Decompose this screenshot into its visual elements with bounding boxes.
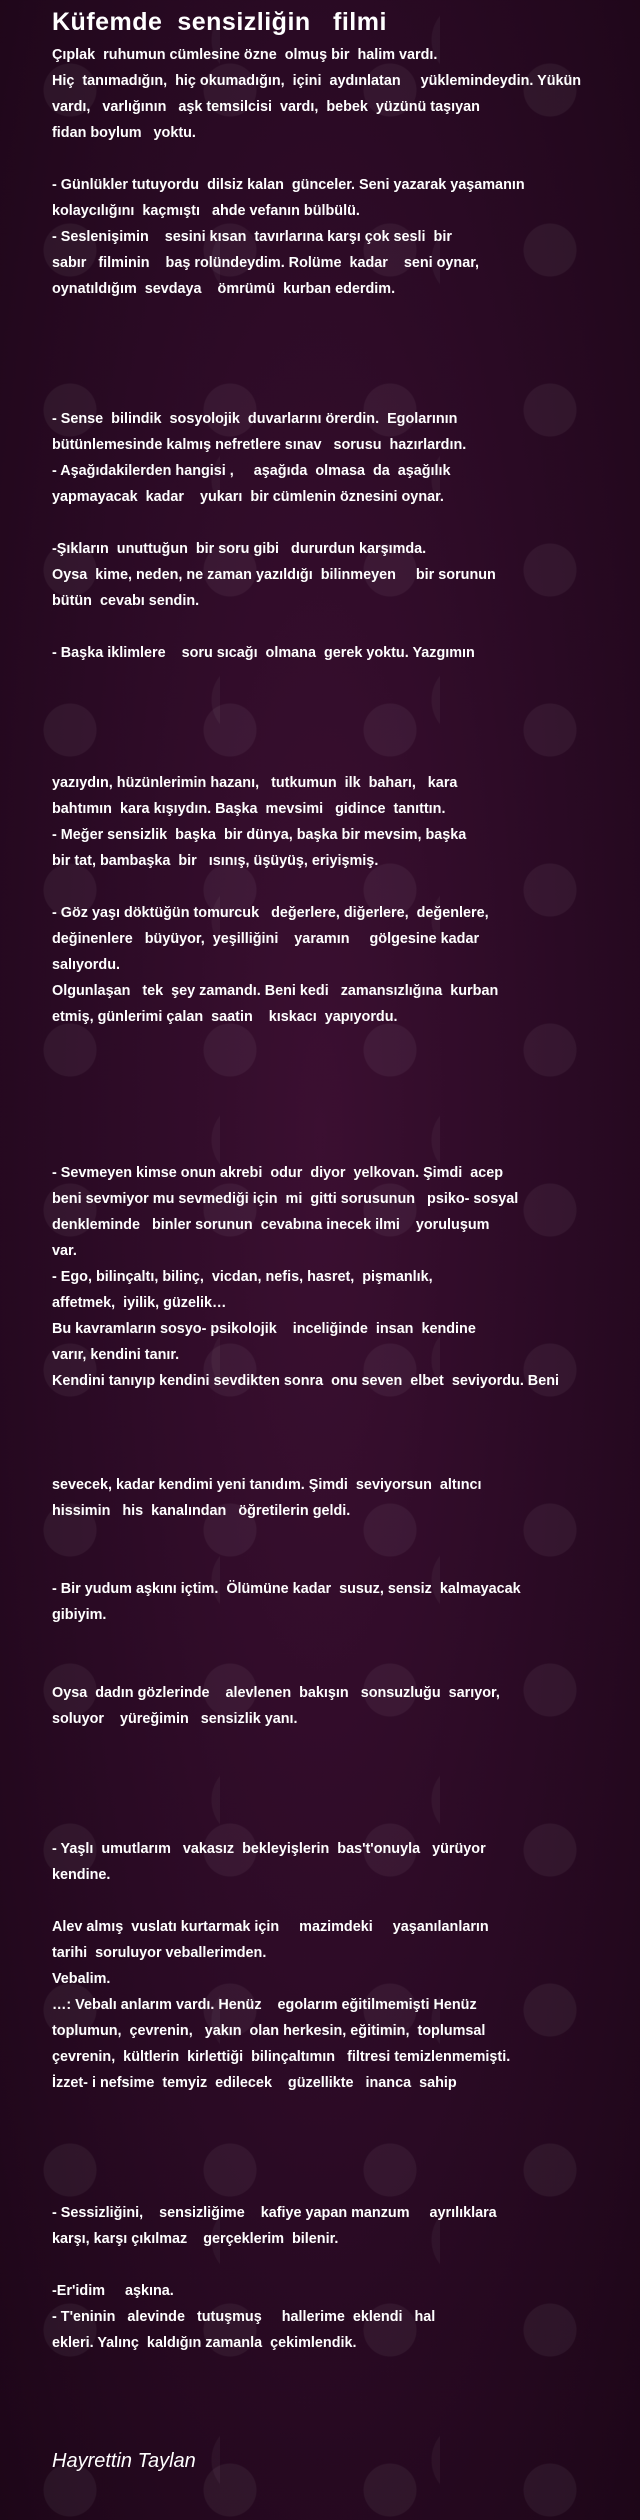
blank-line — [52, 302, 640, 328]
poem-line: sabır filminin baş rolündeydim. Rolüme kadar seni oynar, — [52, 255, 480, 271]
blank-line — [52, 1030, 640, 1056]
blank-line — [52, 744, 640, 770]
poem-line: Kendini tanıyıp kendini sevdikten sonra onu seven elbet seviyordu. Beni — [52, 1373, 559, 1389]
blank-line — [52, 1524, 640, 1550]
blank-line — [52, 1394, 640, 1420]
blank-line — [52, 1758, 640, 1784]
poem-line: Oysa kime, neden, ne zaman yazıldığı bilinmeyen bir sorunun — [52, 567, 496, 583]
poem-line: bir tat, bambaşka bir ısınış, üşüyüş, eriyişmiş. — [52, 853, 379, 869]
poem-line: tarihi soruluyor veballerimden. — [52, 1945, 267, 1961]
poem-line: çevrenin, kültlerin kirlettiği bilinçaltımın filtresi temizlenmemişti. — [52, 2049, 511, 2065]
blank-line — [52, 614, 640, 640]
blank-line — [52, 146, 640, 172]
poem-line: vardı, varlığının aşk temsilcisi vardı, bebek yüzünü taşıyan — [52, 99, 480, 115]
poem-line: Bu kavramların sosyo- psikolojik inceliğinde insan kendine — [52, 1321, 476, 1337]
poem-line: - Başka iklimlere soru sıcağı olmana gerek yoktu. Yazgımın — [52, 645, 475, 661]
poem-line: - Sessizliğini, sensizliğime kafiye yapan manzum ayrılıklara — [52, 2205, 497, 2221]
blank-line — [52, 1420, 640, 1446]
poem-line: - Bir yudum aşkını içtim. Ölümüne kadar susuz, sensiz kalmayacak — [52, 1581, 521, 1597]
blank-line — [52, 666, 640, 692]
blank-line — [52, 380, 640, 406]
poem-line: hissimin his kanalından öğretilerin geldi. — [52, 1503, 351, 1519]
poem-body — [52, 42, 640, 2356]
poem-line: toplumun, çevrenin, yakın olan herkesin, eğitimin, toplumsal — [52, 2023, 486, 2039]
blank-line — [52, 2096, 640, 2122]
blank-line — [52, 1628, 640, 1654]
poem-title: Küfemde sensizliğin filmi — [52, 8, 387, 36]
poem-line: …: Vebalı anlarım vardı. Henüz egolarım eğitilmemişti Henüz — [52, 1997, 477, 2013]
poem-line: var. — [52, 1243, 77, 1259]
poem-line: varır, kendini tanır. — [52, 1347, 180, 1363]
poem-line: kendine. — [52, 1867, 111, 1883]
blank-line — [52, 1654, 640, 1680]
poem-line: yapmayacak kadar yukarı bir cümlenin öznesini oynar. — [52, 489, 444, 505]
blank-line — [52, 1108, 640, 1134]
poem-line: salıyordu. — [52, 957, 120, 973]
poem-line: gibiyim. — [52, 1607, 107, 1623]
poem-line: soluyor yüreğimin sensizlik yanı. — [52, 1711, 298, 1727]
poem-line: değinenlere büyüyor, yeşilliğini yaramın gölgesine kadar — [52, 931, 480, 947]
blank-line — [52, 510, 640, 536]
blank-line — [52, 2174, 640, 2200]
poem-line: Vebalim. — [52, 1971, 111, 1987]
blank-line — [52, 718, 640, 744]
poem-line: fidan boylum yoktu. — [52, 125, 196, 141]
poem-line: Hiç tanımadığın, hiç okumadığın, içini aydınlatan yüklemindeydin. Yükün — [52, 73, 582, 89]
blank-line — [52, 2122, 640, 2148]
poem-line: - Günlükler tutuyordu dilsiz kalan günceler. Seni yazarak yaşamanın — [52, 177, 525, 193]
blank-line — [52, 1810, 640, 1836]
poem-line: Oysa dadın gözlerinde alevlenen bakışın sonsuzluğu sarıyor, — [52, 1685, 500, 1701]
poem-line: - Meğer sensizlik başka bir dünya, başka bir mevsim, başka — [52, 827, 467, 843]
blank-line — [52, 1082, 640, 1108]
poem-line: - Seslenişimin sesini kısan tavırlarına karşı çok sesli bir — [52, 229, 452, 245]
poem-line: sevecek, kadar kendimi yeni tanıdım. Şimdi seviyorsun altıncı — [52, 1477, 482, 1493]
blank-line — [52, 2148, 640, 2174]
poem-line: bahtımın kara kışıydın. Başka mevsimi gidince tanıttın. — [52, 801, 446, 817]
poem-line: denkleminde binler sorunun cevabına inecek ilmi yoruluşum — [52, 1217, 490, 1233]
poem-line: kolaycılığını kaçmıştı ahde vefanın bülbülü. — [52, 203, 360, 219]
poem-line: bütünlemesinde kalmış nefretlere sınav sorusu hazırlardın. — [52, 437, 467, 453]
poem-line: Çıplak ruhumun cümlesine özne olmuş bir halim vardı. — [52, 47, 438, 63]
blank-line — [52, 874, 640, 900]
poem-line: yazıydın, hüzünlerimin hazanı, tutkumun ilk baharı, kara — [52, 775, 458, 791]
poem-line: Olgunlaşan tek şey zamandı. Beni kedi zamansızlığına kurban — [52, 983, 499, 999]
poem-line: - T'eninin alevinde tutuşmuş hallerime eklendi hal — [52, 2309, 436, 2325]
blank-line — [52, 1134, 640, 1160]
poem-line: - Sense bilindik sosyolojik duvarlarını örerdin. Egolarının — [52, 411, 458, 427]
blank-line — [52, 1550, 640, 1576]
blank-line — [52, 692, 640, 718]
poem-line: - Göz yaşı döktüğün tomurcuk değerlere, diğerlere, değenlere, — [52, 905, 489, 921]
poem-line: oynatıldığım sevdaya ömrümü kurban ederdim. — [52, 281, 396, 297]
poem-line: karşı, karşı çıkılmaz gerçeklerim bilenir. — [52, 2231, 339, 2247]
poem-line: etmiş, günlerimi çalan saatin kıskacı yapıyordu. — [52, 1009, 398, 1025]
poem-line: - Ego, bilinçaltı, bilinç, vicdan, nefis, hasret, pişmanlık, — [52, 1269, 433, 1285]
poem-line: -Şıkların unuttuğun bir soru gibi dururdun karşımda. — [52, 541, 427, 557]
poem-line: - Sevmeyen kimse onun akrebi odur diyor yelkovan. Şimdi acep — [52, 1165, 504, 1181]
blank-line — [52, 2252, 640, 2278]
blank-line — [52, 354, 640, 380]
poem-author: Hayrettin Taylan — [52, 2450, 196, 2472]
blank-line — [52, 1446, 640, 1472]
poem-line: Alev almış vuslatı kurtarmak için mazimdeki yaşanılanların — [52, 1919, 489, 1935]
blank-line — [52, 1888, 640, 1914]
poem-line: - Aşağıdakilerden hangisi , aşağıda olmasa da aşağılık — [52, 463, 451, 479]
poem-line: affetmek, iyilik, güzelik… — [52, 1295, 227, 1311]
poem-line: beni sevmiyor mu sevmediği için mi gitti sorusunun psiko- sosyal — [52, 1191, 519, 1207]
poem-line: İzzet- i nefsime temyiz edilecek güzellikte inanca sahip — [52, 2075, 457, 2091]
blank-line — [52, 1784, 640, 1810]
blank-line — [52, 328, 640, 354]
poem-line: ekleri. Yalınç kaldığın zamanla çekimlendik. — [52, 2335, 357, 2351]
poem-line: - Yaşlı umutlarım vakasız bekleyişlerin bas't'onuyla yürüyor — [52, 1841, 486, 1857]
poem-line: -Er'idim aşkına. — [52, 2283, 174, 2299]
blank-line — [52, 1732, 640, 1758]
poem-line: bütün cevabı sendin. — [52, 593, 200, 609]
blank-line — [52, 1056, 640, 1082]
